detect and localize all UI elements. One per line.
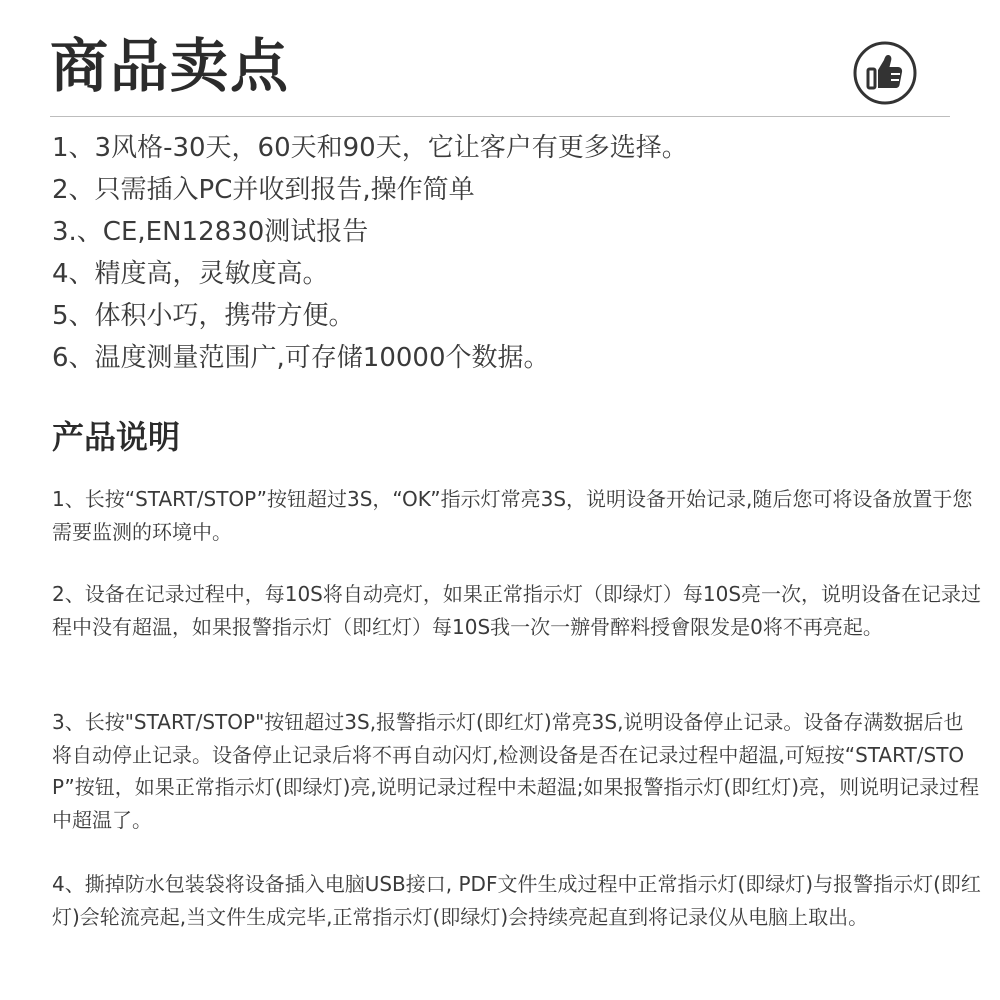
thumbs-up-icon [853,41,917,105]
instruction-paragraph: 3、长按"START/STOP"按钮超过3S,报警指示灯(即红灯)常亮3S,说明设备停止记录。设备存满数据后也将自动停止记录。设备停止记录后将不再自动闪灯,检测设备是否在记录过程中超温,可短按“START/STOP”按钮，如果正常指示灯(即绿灯)亮,说明记录过程中未超温;如果报警指示灯(即红灯)亮，则说明记录过程中超温了。 [52,710,980,832]
instruction-paragraph: 2、设备在记录过程中，每10S将自动亮灯，如果正常指示灯（即绿灯）每10S亮一次，说明设备在记录过程中没有超温，如果报警指示灯（即红灯）每10S我一次一辦骨醉料授會限发是0将不再亮起。 [52,582,982,639]
selling-point-item: 1、3风格-30天，60天和90天，它让客户有更多选择。 [52,133,688,163]
selling-point-item: 4、精度高，灵敏度高。 [52,259,329,289]
instruction-paragraph: 4、撕掉防水包装袋将设备插入电脑USB接口, PDF文件生成过程中正常指示灯(即绿灯)与报警指示灯(即红灯)会轮流亮起,当文件生成完毕,正常指示灯(即绿灯)会持续亮起直到将记录仪从电脑上取出。 [52,872,981,929]
divider [50,116,950,117]
page-title: 商品卖点 [50,32,291,100]
instruction-paragraph: 1、长按“START/STOP”按钮超过3S，“OK”指示灯常亮3S，说明设备开始记录,随后您可将设备放置于您需要监测的环境中。 [52,487,973,544]
section-title: 产品说明 [52,418,181,456]
selling-points-list [52,127,688,379]
selling-point-item: 3.、CE,EN12830测试报告 [52,217,369,247]
selling-point-item: 6、温度测量范围广,可存储10000个数据。 [52,343,550,373]
selling-point-item: 2、只需插入PC并收到报告,操作简单 [52,175,475,205]
selling-point-item: 5、体积小巧，携带方便。 [52,301,355,331]
